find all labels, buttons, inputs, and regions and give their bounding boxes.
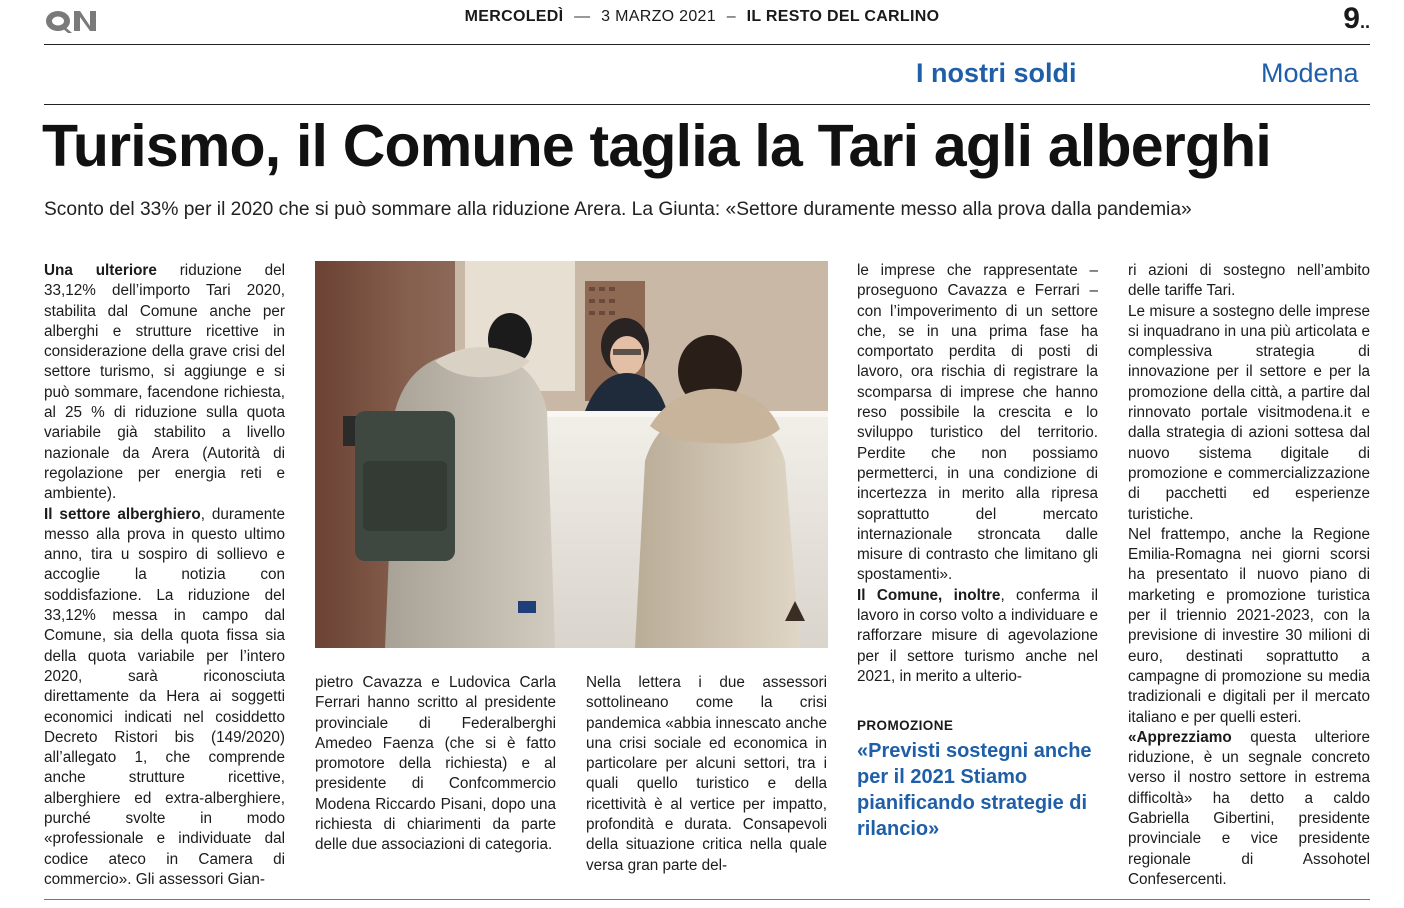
- masthead-dash-2: –: [726, 8, 736, 25]
- article-column-1: [44, 261, 285, 890]
- article-column-5: [1128, 261, 1370, 890]
- article-subhead: Sconto del 33% per il 2020 che si può sommare alla riduzione Arera. La Giunta: «Settore duramente messo alla prova dalla pandemia»: [44, 199, 1192, 220]
- masthead-rule: [44, 44, 1370, 45]
- article-column-3: [586, 673, 827, 876]
- article-column-2: [315, 673, 556, 856]
- paragraph: Nel frattempo, anche la Regione Emilia-Romagna nei giorni scorsi ha presentato il nuovo piano di marketing e promozione turistica per il triennio 2021-2023, con la previsione di investire 30 milioni di euro, destinati soprattutto a campagne di promozione su media tradizionali e digitali per il mercato italiano e per quelli esteri.: [1128, 525, 1370, 726]
- promo-pullquote: «Previsti sostegni anche per il 2021 Stiamo pianificando strategie di rilancio»: [857, 740, 1092, 840]
- paragraph: [1128, 728, 1370, 890]
- paragraph: Nella lettera i due assessori sottolineano come la crisi pandemica «abbia innescato anche una crisi sociale ed economica in particolare per alcuni settori, tra i quali quello turistico e della ricettività è al vertice per impatto, profondità e durata. Consapevoli della situazione critica nella quale versa gran parte del-: [586, 674, 827, 874]
- masthead-dash: —: [574, 8, 591, 25]
- paragraph: ri azioni di sostegno nell’ambito delle tariffe Tari.: [1128, 262, 1370, 300]
- paragraph-lead: Il Comune, inoltre: [857, 586, 1001, 604]
- page-number-dots: ..: [1359, 12, 1370, 32]
- article-headline: Turismo, il Comune taglia la Tari agli alberghi: [42, 113, 1271, 179]
- article-column-4: [857, 261, 1098, 687]
- paragraph-text: riduzione del 33,12% dell’importo Tari 2020, stabilita dal Comune anche per alberghi e strutture ricettive in considerazione della grave crisi del settore turismo, si aggiunge e si può sommare, facendone richiesta, al 25 % di riduzione sulla quota variabile già stabilito a livello nazionale da Arera (Autorità di regolazione per energia reti e ambiente).: [44, 262, 285, 503]
- paragraph-text: , duramente messo alla prova in questo ultimo anno, tira u sospiro di sollievo e accoglie la notizia con soddisfazione. La riduzione del 33,12% messa in campo dal Comune, sia della quota fissa sia della quota variabile per l’intero 2020, sarà riconosciuta direttamente da Hera ai soggetti economici indicati nel cosiddetto Decreto Ristori bis (149/2020) all’allegato 1, che comprende anche strutture ricettive, alberghiere ed extra-alberghiere, purché svolte in modo «professionale e individuate dal codice ateco in Camera di commercio». Gli assessori Gian-: [44, 505, 286, 888]
- paragraph: [44, 261, 285, 505]
- masthead-paper-name: IL RESTO DEL CARLINO: [746, 8, 940, 25]
- section-title: I nostri soldi: [916, 58, 1077, 88]
- section-rule: [44, 104, 1370, 105]
- masthead-day: MERCOLEDÌ: [464, 8, 564, 25]
- paragraph-lead: «Apprezziamo: [1128, 728, 1232, 746]
- paragraph: pietro Cavazza e Ludovica Carla Ferrari hanno scritto al presidente provinciale di Federalberghi Amedeo Faenza (che si è fatto promotore della richiesta) e al presidente di Confcommercio Modena Riccardo Pisani, dopo una richiesta di chiarimenti da parte delle due associazioni di categoria.: [315, 674, 556, 854]
- paragraph: [857, 586, 1098, 687]
- page-number-value: 9: [1343, 2, 1360, 35]
- paragraph-text: , conferma il lavoro in corso volto a individuare e rafforzare misure di agevolazione per il settore turismo anche nel 2021, in merito a ulterio-: [857, 586, 1098, 685]
- paragraph: Le misure a sostegno delle imprese si inquadrano in una più articolata e complessiva strategia di innovazione per il settore e per la promozione della città, a partire dal rinnovato portale visitmodena.it e dalla strategia di azioni sottesa dal nuovo sistema digitale di promozione e commercializzazione di pacchetti ed esperienze turistiche.: [1128, 302, 1370, 523]
- page-number: [1343, 2, 1370, 36]
- paragraph-lead: Il settore alberghiero: [44, 505, 201, 523]
- paragraph: [44, 505, 285, 891]
- paragraph-text: questa ulteriore riduzione, è un segnale concreto verso il nostro settore in estrema difficoltà» ha detto a caldo Gabriella Gibertini, presidente provinciale e vice presidente regionale di Assohotel Confesercenti.: [1128, 728, 1370, 888]
- promo-kicker: PROMOZIONE: [857, 718, 954, 733]
- paragraph-lead: Una ulteriore: [44, 262, 157, 279]
- paragraph: le imprese che rappresentate – proseguono Cavazza e Ferrari – con l’impoverimento di un settore che, se in una prima fase ha comportato perdita di posti di lavoro, ora rischia di registrare la scomparsa di imprese che hanno reso possibile la crescita e lo sviluppo turistico del territorio. Perdite che non possiamo permetterci, in una condizione di incertezza in merito alla ripresa soprattutto del mercato internazionale stroncata dalle misure di contrasto che limitano gli spostamenti».: [857, 262, 1098, 584]
- section-city: Modena: [1261, 58, 1359, 88]
- masthead-dateline: [0, 8, 1404, 26]
- page-bottom-rule: [44, 899, 1370, 900]
- masthead-date: 3 MARZO 2021: [601, 8, 716, 25]
- hotel-reception-photo: [315, 261, 828, 648]
